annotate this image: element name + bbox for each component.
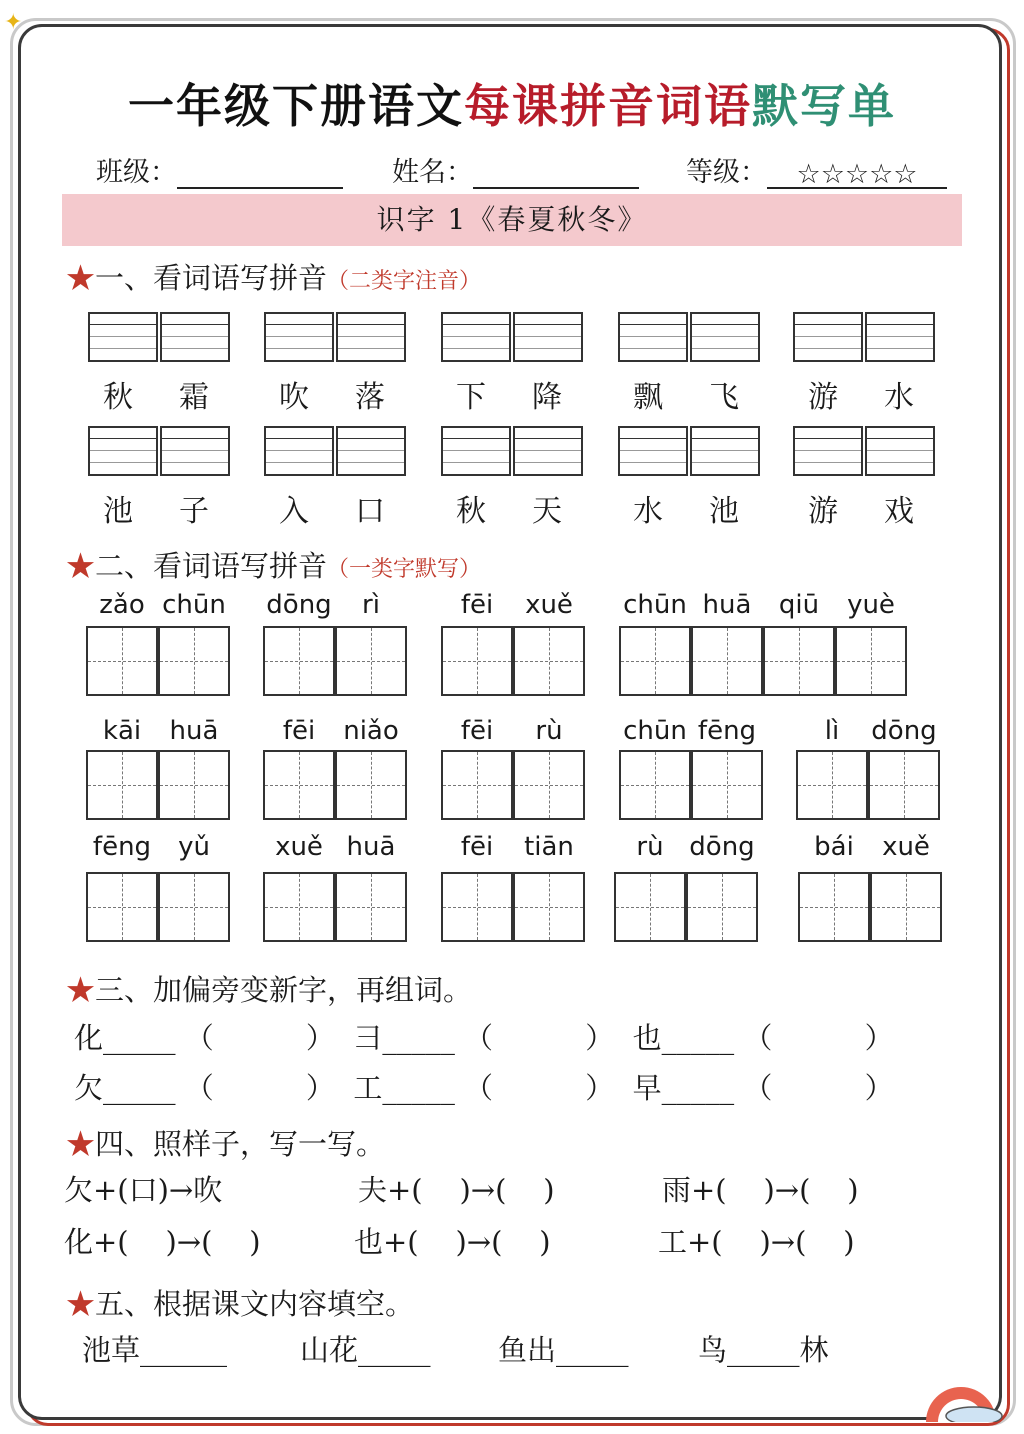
grade-stars[interactable]: ☆☆☆☆☆ (767, 159, 947, 189)
section-5-heading: ★五、根据课文内容填空。 (66, 1287, 415, 1321)
sparkle-icon: ✦ (4, 10, 23, 35)
pinyin-label: fēng (697, 716, 757, 746)
tianzi-box[interactable] (513, 626, 585, 696)
fill-blank[interactable]: 鱼出_____ (498, 1333, 629, 1367)
tianzi-box[interactable] (335, 872, 407, 942)
word-char: 霜 (179, 380, 209, 415)
tianzi-box[interactable] (763, 626, 835, 696)
tianzi-box[interactable] (870, 872, 942, 942)
section-4-heading: ★四、照样子，写一写。 (66, 1127, 386, 1161)
tianzi-box[interactable] (686, 872, 758, 942)
word-char: 入 (279, 494, 309, 529)
pinyin-box[interactable] (793, 312, 863, 362)
tianzi-box[interactable] (614, 872, 686, 942)
pinyin-box[interactable] (441, 426, 511, 476)
word-char: 水 (633, 494, 663, 529)
tianzi-box[interactable] (158, 872, 230, 942)
class-field: 班级： (96, 150, 343, 189)
word-char: 池 (103, 494, 133, 529)
pinyin-label: xuě (275, 832, 323, 862)
section-3-heading: ★三、加偏旁变新字，再组词。 (66, 973, 473, 1007)
pinyin-label: fēi (460, 832, 494, 862)
pinyin-label: fēi (460, 716, 494, 746)
pinyin-label: huā (169, 716, 219, 746)
tianzi-box[interactable] (691, 626, 763, 696)
tianzi-box[interactable] (86, 750, 158, 820)
pinyin-box[interactable] (618, 312, 688, 362)
tianzi-box[interactable] (86, 872, 158, 942)
word-char: 秋 (456, 494, 486, 529)
tianzi-box[interactable] (868, 750, 940, 820)
compose-item[interactable]: 也+( )→( ) (354, 1225, 551, 1259)
pinyin-box[interactable] (88, 312, 158, 362)
tianzi-box[interactable] (691, 750, 763, 820)
section-1-heading: ★一、看词语写拼音（二类字注音） (66, 261, 482, 295)
pinyin-box[interactable] (160, 312, 230, 362)
tianzi-box[interactable] (796, 750, 868, 820)
pinyin-box[interactable] (336, 312, 406, 362)
pinyin-label: yuè (847, 590, 895, 620)
pinyin-box[interactable] (88, 426, 158, 476)
pinyin-label: xuě (525, 590, 573, 620)
pinyin-box[interactable] (264, 312, 334, 362)
star-icon: ★ (66, 1287, 96, 1321)
tianzi-box[interactable] (835, 626, 907, 696)
word-char: 天 (532, 494, 562, 529)
word-char: 降 (532, 380, 562, 415)
pinyin-label: qiū (778, 590, 820, 620)
star-icon: ★ (66, 261, 96, 295)
pinyin-label: tiān (524, 832, 574, 862)
word-char: 飘 (633, 380, 663, 415)
star-icon: ★ (66, 549, 96, 583)
pinyin-label: kāi (102, 716, 142, 746)
word-char: 游 (808, 494, 838, 529)
word-char: 子 (179, 494, 209, 529)
tianzi-box[interactable] (513, 750, 585, 820)
pinyin-label: rù (535, 716, 563, 746)
word-char: 吹 (279, 380, 309, 415)
star-icon: ★ (66, 1127, 96, 1161)
compose-item[interactable]: 化+( )→( ) (64, 1225, 261, 1259)
fill-blank[interactable]: 池草______ (82, 1333, 228, 1367)
class-input[interactable] (177, 159, 343, 189)
word-char: 下 (456, 380, 486, 415)
pinyin-box[interactable] (618, 426, 688, 476)
pinyin-box[interactable] (865, 312, 935, 362)
tianzi-box[interactable] (86, 626, 158, 696)
pinyin-label: chūn (162, 590, 226, 620)
fill-blank[interactable]: 鸟_____林 (698, 1333, 829, 1367)
pinyin-label: rù (636, 832, 664, 862)
pinyin-label: chūn (623, 590, 687, 620)
fill-blank[interactable]: 山花_____ (300, 1333, 431, 1367)
pinyin-box[interactable] (793, 426, 863, 476)
pinyin-label: huā (346, 832, 396, 862)
cloud-sun-icon (916, 1376, 1006, 1422)
pinyin-label: huā (702, 590, 752, 620)
word-char: 落 (355, 380, 385, 415)
pinyin-box[interactable] (865, 426, 935, 476)
grade-field: 等级： ☆☆☆☆☆ (686, 150, 947, 189)
pinyin-label: yǔ (178, 832, 210, 862)
pinyin-label: dōng (689, 832, 755, 862)
radical-row-2[interactable]: 欠_____ （ ） 工_____ （ ） 早_____ （ ） (74, 1071, 894, 1105)
tianzi-box[interactable] (335, 750, 407, 820)
pinyin-label: bái (814, 832, 854, 862)
pinyin-label: fēng (92, 832, 152, 862)
pinyin-label: fēi (460, 590, 494, 620)
name-field: 姓名： (392, 150, 639, 189)
section-2-heading: ★二、看词语写拼音（一类字默写） (66, 549, 482, 583)
pinyin-label: zǎo (99, 590, 145, 620)
tianzi-box[interactable] (513, 872, 585, 942)
name-input[interactable] (473, 159, 639, 189)
tianzi-box[interactable] (158, 626, 230, 696)
pinyin-box[interactable] (690, 426, 760, 476)
word-char: 飞 (709, 380, 739, 415)
tianzi-box[interactable] (619, 750, 691, 820)
pinyin-label: chūn (623, 716, 687, 746)
pinyin-label: dōng (266, 590, 332, 620)
word-char: 口 (355, 494, 385, 529)
example-item: 欠+(口)→吹 (64, 1173, 223, 1207)
pinyin-label: dōng (871, 716, 937, 746)
word-char: 秋 (103, 380, 133, 415)
lesson-banner: 识字 1《春夏秋冬》 (62, 194, 962, 246)
tianzi-box[interactable] (263, 872, 335, 942)
pinyin-label: xuě (882, 832, 930, 862)
pinyin-box[interactable] (336, 426, 406, 476)
pinyin-label: rì (362, 590, 380, 620)
compose-item[interactable]: 夫+( )→( ) (358, 1173, 555, 1207)
tianzi-box[interactable] (335, 626, 407, 696)
pinyin-box[interactable] (513, 312, 583, 362)
word-char: 水 (884, 380, 914, 415)
compose-item[interactable]: 雨+( )→( ) (662, 1173, 859, 1207)
pinyin-box[interactable] (441, 312, 511, 362)
pinyin-box[interactable] (160, 426, 230, 476)
page-title: 一年级下册语文每课拼音词语默写单 (128, 79, 896, 133)
tianzi-box[interactable] (263, 750, 335, 820)
pinyin-label: niǎo (343, 716, 399, 746)
pinyin-label: fēi (282, 716, 316, 746)
pinyin-box[interactable] (513, 426, 583, 476)
word-char: 戏 (884, 494, 914, 529)
tianzi-box[interactable] (263, 626, 335, 696)
word-char: 池 (709, 494, 739, 529)
tianzi-box[interactable] (798, 872, 870, 942)
pinyin-box[interactable] (264, 426, 334, 476)
radical-row-1[interactable]: 化_____ （ ） 彐_____ （ ） 也_____ （ ） (74, 1021, 894, 1055)
star-icon: ★ (66, 973, 96, 1007)
tianzi-box[interactable] (158, 750, 230, 820)
pinyin-label: lì (824, 716, 840, 746)
tianzi-box[interactable] (441, 872, 513, 942)
tianzi-box[interactable] (441, 626, 513, 696)
tianzi-box[interactable] (619, 626, 691, 696)
tianzi-box[interactable] (441, 750, 513, 820)
compose-item[interactable]: 工+( )→( ) (658, 1225, 855, 1259)
pinyin-box[interactable] (690, 312, 760, 362)
word-char: 游 (808, 380, 838, 415)
